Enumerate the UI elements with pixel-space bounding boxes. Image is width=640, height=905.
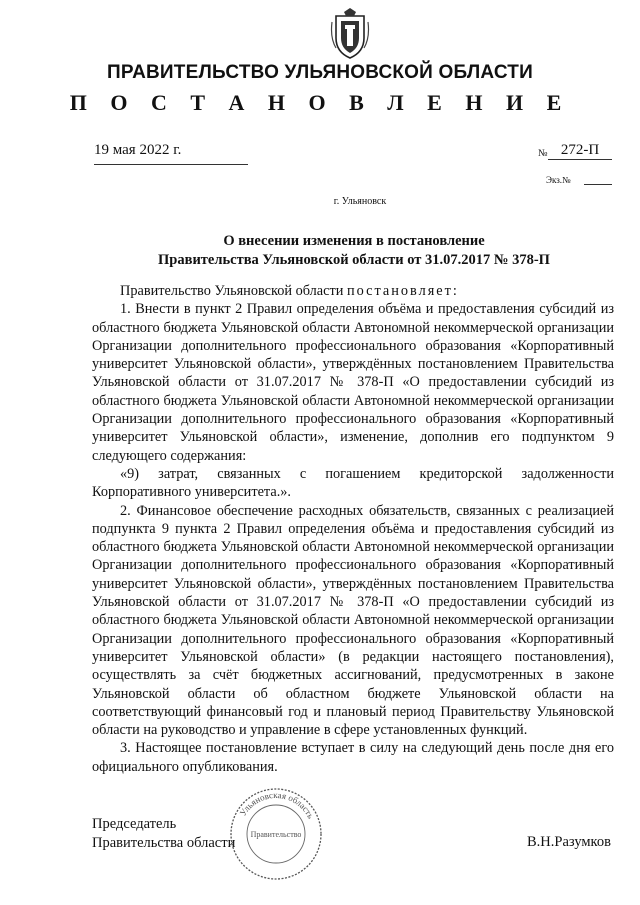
government-name: ПРАВИТЕЛЬСТВО УЛЬЯНОВСКОЙ ОБЛАСТИ [107, 62, 533, 83]
preamble [92, 282, 614, 300]
svg-text:Ульяновская область: Ульяновская область [237, 789, 317, 821]
heading-line-1: О внесении изменения в постановление [223, 233, 485, 249]
document-heading [94, 232, 614, 269]
signatory-position-line-2: Правительства области [92, 834, 236, 851]
svg-text:Правительство: Правительство [250, 830, 302, 839]
paragraph-3: 3. Настоящее постановление вступает в силу на следующий день после дня его официального опубликования. [92, 740, 614, 775]
document-date: 19 мая 2022 г. [94, 142, 182, 158]
signatory-position-line-1: Председатель [92, 816, 177, 832]
paragraph-1-quote: «9) затрат, связанных с погашением кредиторской задолженности Корпоративного университета.». [92, 465, 614, 501]
document-number: 272-П [548, 141, 612, 160]
coat-of-arms-emblem [330, 8, 370, 60]
copy-number-line [584, 184, 612, 185]
number-label: № [538, 148, 548, 159]
paragraph-2: 2. Финансовое обеспечение расходных обязательств, связанных с реализацией подпункта 9 пункта 2 Правил определения объёма и предоставления субсидий из областного бюджета Ульяновской области Автономной некоммерческой организации Организации дополнительного профессионального образования «Корпоративный университет Ульяновской области», утверждённых постановлением Правительства Ульяновской области от 31.07.2017 № 378-П «О предоставлении субсидий из областного бюджета Ульяновской области Автономной некоммерческой организации Организации дополнительного профессионального образования «Корпоративный университет Ульяновской области» (в редакции настоящего постановления), осуществлять за счёт бюджетных ассигнований, предусмотренных в законе Ульяновской области об областном бюджете Ульяновской области на соответствующий финансовый год и плановый период Правительству Ульяновской области на руководство и управление в сфере установленных функций. [92, 502, 614, 739]
city-name: г. Ульяновск [333, 196, 387, 207]
copy-number-label: Экз.№ [546, 175, 571, 185]
document-body [92, 282, 614, 776]
official-seal [228, 786, 324, 882]
heading-line-2: Правительства Ульяновской области от 31.07.2017 № 378-П [158, 251, 550, 268]
signatory-name: В.Н.Разумков [527, 834, 611, 850]
signatory-position [92, 815, 235, 852]
preamble-text: Правительство Ульяновской области [120, 283, 347, 299]
preamble-verb: постановляет: [346, 283, 459, 299]
document-type-title: П О С Т А Н О В Л Е Н И Е [69, 90, 571, 115]
paragraph-1: 1. Внести в пункт 2 Правил определения объёма и предоставления субсидий из областного бюджета Ульяновской области Автономной некоммерческой организации Организации дополнительного профессионального образования «Корпоративный университет Ульяновской области», утверждённых постановлением Правительства Ульяновской области от 31.07.2017 № 378-П «О предоставлении субсидий из областного бюджета Ульяновской области Автономной некоммерческой организации Организации дополнительного профессионального образования «Корпоративный университет Ульяновской области», изменение, дополнив его подпунктом 9 следующего содержания: [92, 301, 614, 464]
date-underline [94, 164, 248, 165]
